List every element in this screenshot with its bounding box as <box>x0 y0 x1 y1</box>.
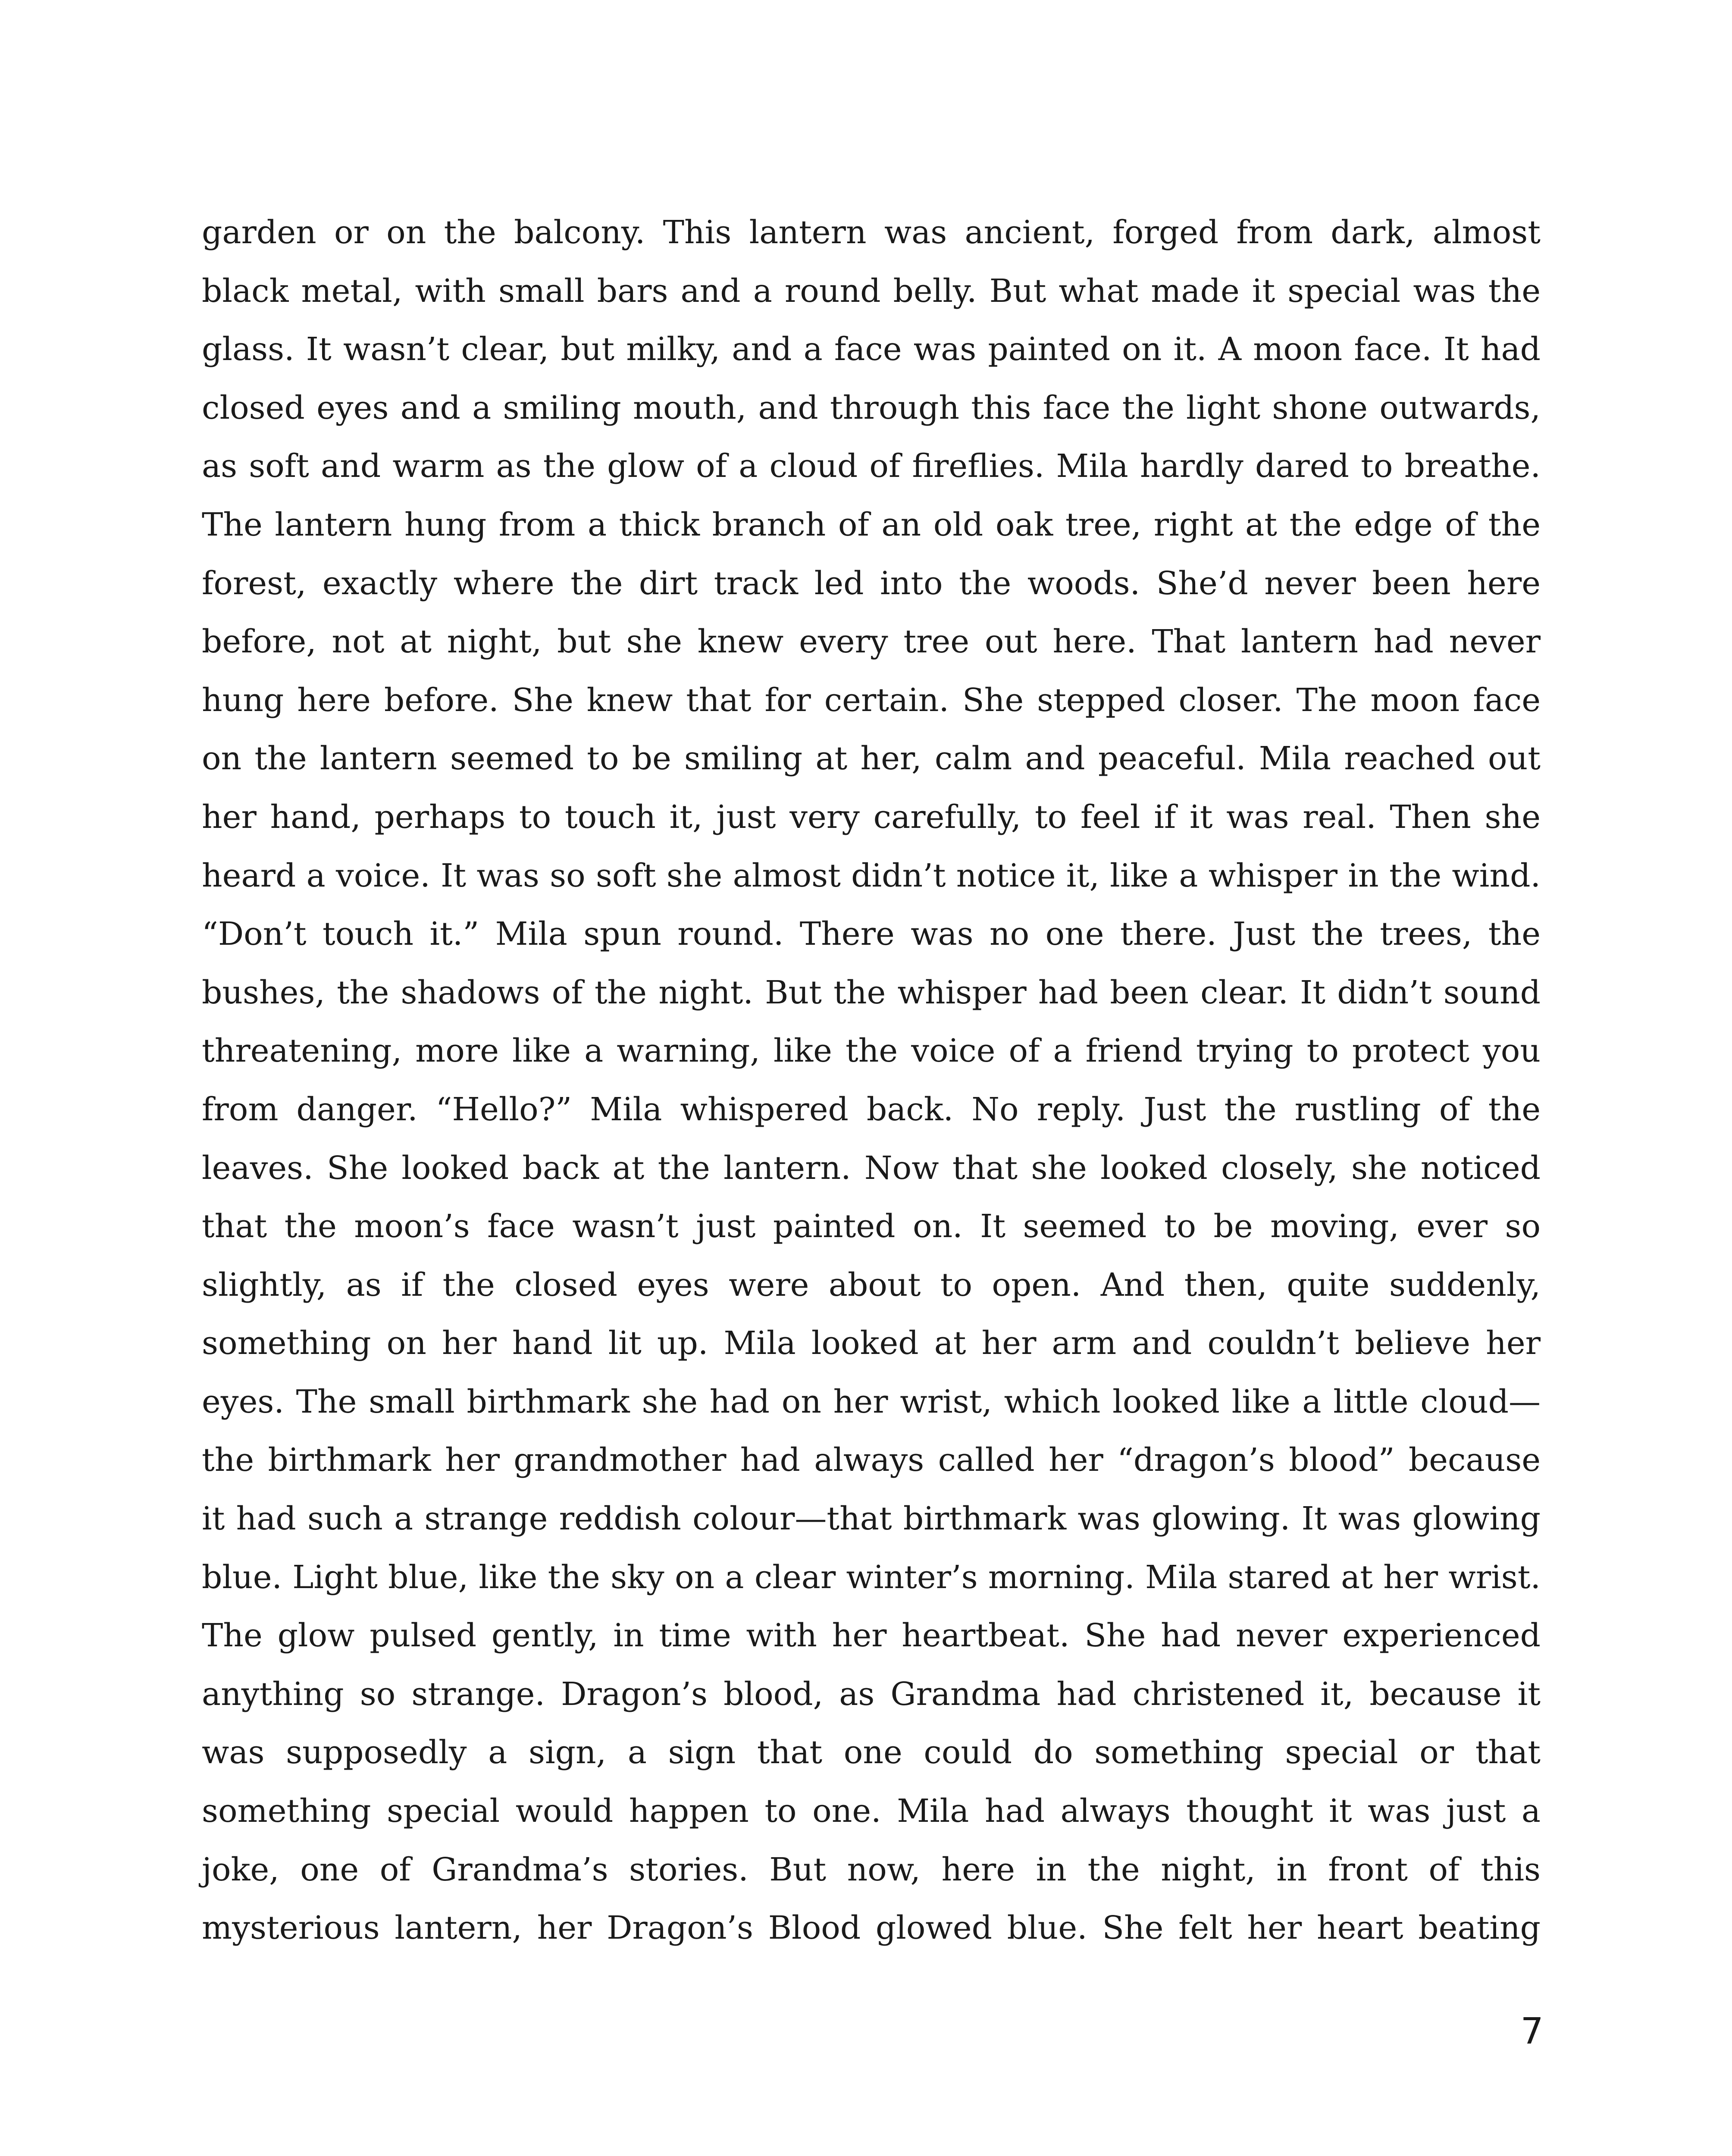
text-line: her hand, perhaps to touch it, just very carefully, to feel if it was real. Then she <box>202 798 1541 836</box>
text-line: leaves. She looked back at the lantern. Now that she looked closely, she noticed <box>202 1149 1541 1187</box>
text-line: something on her hand lit up. Mila looked at her arm and couldn’t believe her <box>202 1325 1541 1362</box>
text-line: the birthmark her grandmother had always called her “dragon’s blood” because <box>202 1442 1541 1479</box>
text-line: was supposedly a sign, a sign that one could do something special or that <box>202 1734 1541 1771</box>
text-line: something special would happen to one. Mila had always thought it was just a <box>202 1792 1541 1830</box>
text-line: before, not at night, but she knew every tree out here. That lantern had never <box>202 623 1541 661</box>
body-text <box>202 204 1541 1958</box>
text-line: bushes, the shadows of the night. But the whisper had been clear. It didn’t sound <box>202 974 1541 1011</box>
text-line: garden or on the balcony. This lantern was ancient, forged from dark, almost <box>202 214 1541 251</box>
text-line: joke, one of Grandma’s stories. But now, here in the night, in front of this <box>202 1851 1541 1888</box>
text-line: that the moon’s face wasn’t just painted on. It seemed to be moving, ever so <box>202 1208 1541 1245</box>
text-line: “Don’t touch it.” Mila spun round. There was no one there. Just the trees, the <box>202 915 1541 953</box>
text-line: black metal, with small bars and a round belly. But what made it special was the <box>202 272 1541 310</box>
text-line: mysterious lantern, her Dragon’s Blood glowed blue. She felt her heart beating <box>202 1909 1541 1947</box>
text-line: anything so strange. Dragon’s blood, as Grandma had christened it, because it <box>202 1675 1541 1713</box>
text-line: eyes. The small birthmark she had on her wrist, which looked like a little cloud— <box>202 1383 1541 1420</box>
text-line: it had such a strange reddish colour—that birthmark was glowing. It was glowing <box>202 1500 1541 1538</box>
text-line: The lantern hung from a thick branch of an old oak tree, right at the edge of the <box>202 506 1541 543</box>
text-line: on the lantern seemed to be smiling at her, calm and peaceful. Mila reached out <box>202 740 1541 777</box>
text-line: heard a voice. It was so soft she almost didn’t notice it, like a whisper in the wind. <box>202 857 1541 894</box>
text-line: hung here before. She knew that for certain. She stepped closer. The moon face <box>202 681 1541 719</box>
text-line: forest, exactly where the dirt track led into the woods. She’d never been here <box>202 564 1541 602</box>
text-line: as soft and warm as the glow of a cloud of fireflies. Mila hardly dared to breathe. <box>202 448 1541 485</box>
page-number: 7 <box>1520 2010 1544 2052</box>
text-line: closed eyes and a smiling mouth, and through this face the light shone outwards, <box>202 389 1541 426</box>
text-line: slightly, as if the closed eyes were about to open. And then, quite suddenly, <box>202 1266 1541 1304</box>
text-line: blue. Light blue, like the sky on a clear winter’s morning. Mila stared at her wrist. <box>202 1558 1541 1596</box>
text-line: threatening, more like a warning, like the voice of a friend trying to protect you <box>202 1032 1541 1070</box>
text-line: from danger. “Hello?” Mila whispered back. No reply. Just the rustling of the <box>202 1091 1541 1128</box>
text-line: The glow pulsed gently, in time with her heartbeat. She had never experienced <box>202 1617 1541 1655</box>
text-line: glass. It wasn’t clear, but milky, and a face was painted on it. A moon face. It had <box>202 331 1541 368</box>
